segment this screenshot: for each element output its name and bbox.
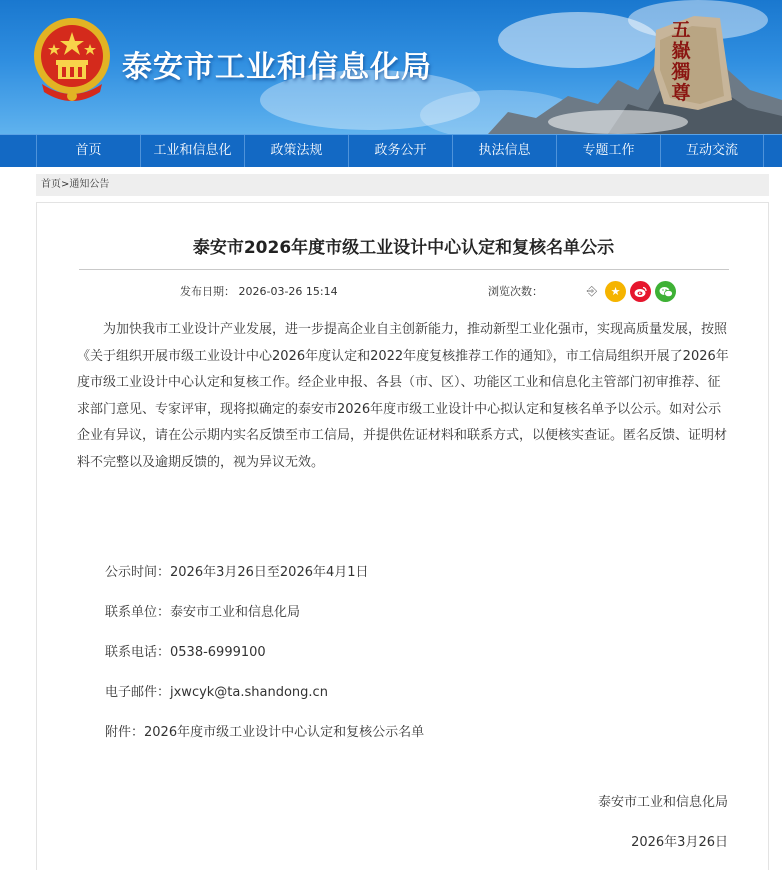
rock-inscription: 五嶽獨尊 [671, 19, 691, 104]
nav-item-special-topics[interactable]: 专题工作 [556, 135, 660, 167]
publish-date: 2026-03-26 15:14 [238, 285, 338, 298]
title-divider [79, 269, 729, 270]
attachment-link[interactable]: 2026年度市级工业设计中心认定和复核公示名单 [144, 725, 425, 740]
article-container [36, 202, 769, 870]
breadcrumb-separator: > [61, 179, 70, 190]
share-icon[interactable]: ⎆ [586, 284, 598, 299]
breadcrumb-home[interactable]: 首页 [41, 179, 61, 190]
breadcrumb [36, 174, 769, 196]
qzone-star-icon[interactable]: ★ [605, 281, 626, 302]
nav-item-home[interactable]: 首页 [36, 135, 140, 167]
national-emblem-icon [30, 12, 114, 108]
site-title[interactable]: 泰安市工业和信息化局 [122, 50, 432, 85]
article-title: 泰安市2026年度市级工业设计中心认定和复核名单公示 [192, 238, 615, 258]
signature-date: 2026年3月26日 [631, 835, 728, 850]
notice-time: 公示时间：2026年3月26日至2026年4月1日 [105, 565, 369, 580]
main-nav [0, 134, 782, 167]
wechat-glyph-icon [659, 286, 673, 298]
publish-info [180, 283, 338, 299]
article-paragraph: 为加快我市工业设计产业发展，进一步提高企业自主创新能力，推动新型工业化强市，实现高质量发展，按照《关于组织开展市级工业设计中心2026年度认定和2022年度复核推荐工作的通知》，市工信局组织开展了2026年度市级工业设计中心认定和复核工作。经企业申报、各县（市、区）、功能区工业和信息化主管部门初审推荐、征求部门意见、专家评审，现将拟确定的泰安市2026年度市级工业设计中心拟认定和复核名单予以公示。如对公示企业有异议，请在公示期内实名反馈至市工信局，并提供佐证材料和联系方式，以便核实查证。匿名反馈、证明材料不完整以及逾期反馈的，视为异议无效。 [77, 322, 729, 470]
nav-item-policy[interactable]: 政策法规 [244, 135, 348, 167]
article-body [77, 317, 729, 476]
nav-item-interaction[interactable]: 互动交流 [660, 135, 764, 167]
weibo-icon[interactable] [630, 281, 651, 302]
header-banner [0, 0, 782, 134]
attachment-label: 附件： [105, 725, 145, 740]
taishan-mountain-image [488, 0, 782, 134]
nav-item-industry-it[interactable]: 工业和信息化 [140, 135, 244, 167]
wechat-icon[interactable] [655, 281, 676, 302]
signature-org: 泰安市工业和信息化局 [597, 795, 728, 810]
contact-unit: 联系单位：泰安市工业和信息化局 [105, 605, 301, 620]
contact-email: 电子邮件：jxwcyk@ta.shandong.cn [105, 685, 328, 700]
attachment-row [105, 721, 424, 740]
view-count-label: 浏览次数： [488, 285, 543, 298]
publish-label: 发布日期： [180, 285, 235, 298]
nav-item-gov-affairs[interactable]: 政务公开 [348, 135, 452, 167]
contact-phone: 联系电话：0538-6999100 [105, 645, 266, 660]
weibo-glyph-icon [634, 286, 647, 298]
share-bar [583, 281, 676, 302]
nav-item-law-enforcement[interactable]: 执法信息 [452, 135, 556, 167]
breadcrumb-current[interactable]: 通知公告 [69, 179, 110, 190]
